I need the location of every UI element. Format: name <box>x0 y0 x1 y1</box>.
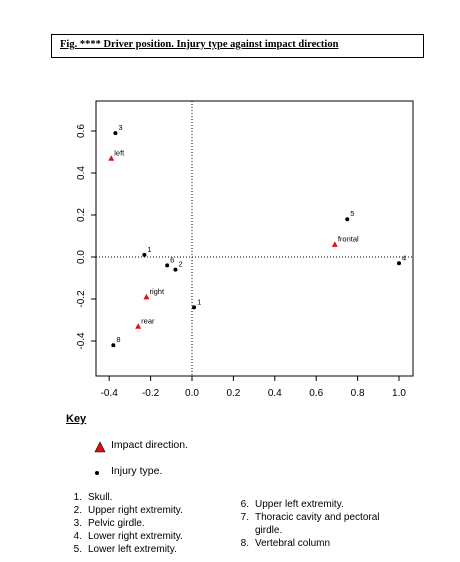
x-tick-label: 0.8 <box>350 388 365 399</box>
point-label: 1 <box>147 244 152 254</box>
point-label: 6 <box>170 255 175 265</box>
point-label: right <box>149 286 165 296</box>
injury-type-point <box>113 131 117 135</box>
x-tick-label: -0.2 <box>141 388 160 399</box>
injury-list-right <box>233 498 405 550</box>
key-label-impact: Impact direction. <box>111 439 189 451</box>
injury-list-left <box>66 491 183 556</box>
injury-type-point <box>345 217 349 221</box>
y-tick-label: 0.2 <box>76 208 87 222</box>
point-label: 2 <box>178 259 183 269</box>
point-label: 3 <box>118 123 123 133</box>
point-label: 4 <box>402 253 407 263</box>
x-tick-label: 0.0 <box>185 388 199 399</box>
injury-type-point <box>142 253 146 257</box>
list-item: 3. Pelvic girdle. <box>73 518 145 529</box>
injury-type-point <box>165 263 169 267</box>
y-tick-label: -0.2 <box>76 290 87 308</box>
point-label: 5 <box>350 209 355 219</box>
injury-type-point <box>173 268 177 272</box>
key-label-injury: Injury type. <box>111 465 163 477</box>
figure-title: Fig. **** Driver position. Injury type against impact direction <box>60 39 339 50</box>
x-tick-label: -0.4 <box>100 388 118 399</box>
list-item: 1. Skull. <box>73 492 113 503</box>
list-item: 2. Upper right extremity. <box>73 505 183 516</box>
plot-frame <box>96 101 413 376</box>
x-tick-label: 0.2 <box>226 388 241 399</box>
injury-type-point <box>192 305 196 309</box>
injury-type-point <box>397 261 401 265</box>
y-tick-label: 0.6 <box>76 124 87 138</box>
point-label: 1 <box>197 297 202 307</box>
triangle-icon <box>93 440 107 454</box>
y-tick-label: 0.4 <box>76 166 87 180</box>
point-label: left <box>114 148 125 158</box>
list-item: 5. Lower left extremity. <box>73 544 177 555</box>
x-tick-label: 0.4 <box>267 388 282 399</box>
y-tick-label: 0.0 <box>76 250 87 264</box>
list-item: 6. Upper left extremity. <box>240 499 344 510</box>
list-item: 4. Lower right extremity. <box>73 531 183 542</box>
list-item: 8. Vertebral column <box>240 538 331 549</box>
injury-type-point <box>111 343 115 347</box>
x-tick-label: 0.6 <box>309 388 324 399</box>
x-tick-label: 1.0 <box>392 388 406 399</box>
point-label: 8 <box>116 335 121 345</box>
list-item: 7. Thoracic cavity and pectoral girdle. <box>240 512 380 536</box>
y-tick-label: -0.4 <box>76 332 87 350</box>
point-label: rear <box>141 316 155 326</box>
key-title: Key <box>66 413 87 425</box>
dot-icon <box>93 466 107 480</box>
point-label: frontal <box>337 234 359 244</box>
